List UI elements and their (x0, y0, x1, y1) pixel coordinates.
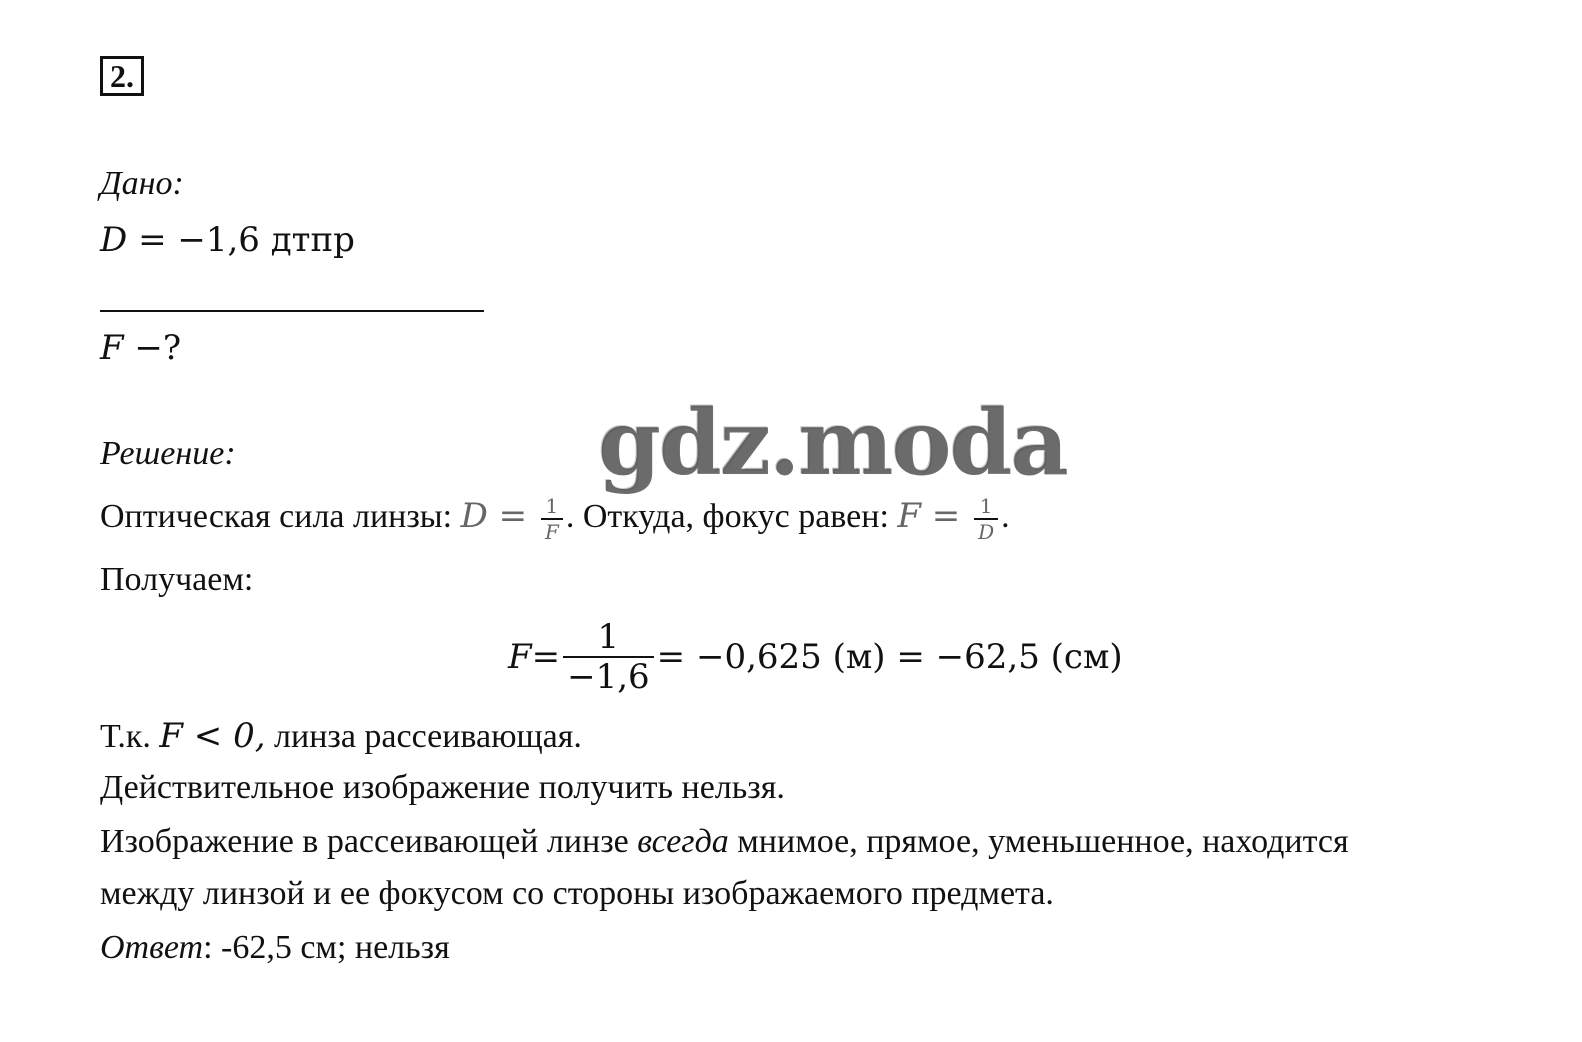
fraction-denominator: F (544, 520, 559, 545)
image-text-always: всегда (637, 823, 729, 860)
formula-result: = −0,625 (м) = −62,5 (см) (656, 637, 1123, 677)
formula-denominator: −1,6 (567, 657, 650, 697)
focus-lhs: F (897, 496, 921, 536)
whence-text: . Откуда, фокус равен: (565, 498, 898, 535)
focus-end: . (1001, 498, 1010, 535)
since-line (100, 716, 582, 757)
formula-lhs: F (508, 637, 532, 677)
fraction-one-over-d (974, 494, 998, 545)
fraction-denominator: D (978, 520, 995, 545)
given-symbol: D (100, 220, 128, 260)
image-text-b: мнимое, прямое, уменьшенное, находится (728, 823, 1349, 860)
since-math: F < 0, (159, 716, 266, 756)
formula-numerator: 1 (597, 617, 620, 657)
answer-line (100, 928, 450, 968)
fraction-one-over-f (541, 494, 563, 545)
find-line (100, 328, 181, 369)
main-formula (508, 610, 1123, 704)
answer-label: Ответ (100, 929, 204, 966)
optical-power-eq: = (487, 496, 538, 536)
optical-power-lhs: D (460, 496, 488, 536)
fraction-numerator: 1 (545, 494, 559, 519)
problem-number: 2. (100, 56, 144, 96)
solution-label: Решение: (100, 435, 236, 472)
optical-power-text: Оптическая сила линзы: (100, 498, 461, 535)
watermark-logo: gdz.moda (598, 390, 1067, 496)
find-text: −? (123, 328, 182, 368)
since-text: линза рассеивающая. (265, 718, 582, 755)
image-text-a: Изображение в рассеивающей линзе (100, 823, 638, 860)
answer-text: : -62,5 см; нельзя (203, 929, 450, 966)
formula-fraction (563, 617, 654, 697)
given-label: Дано: (100, 165, 184, 202)
focus-eq: = (921, 496, 972, 536)
given-value (100, 220, 355, 261)
formula-eq: = (531, 637, 561, 677)
since-prefix: Т.к. (100, 718, 160, 755)
image-description-line-2: между линзой и ее фокусом со стороны изображаемого предмета. (100, 875, 1054, 912)
getting-line: Получаем: (100, 561, 254, 598)
image-description-line-1 (100, 822, 1349, 862)
find-symbol: F (100, 328, 124, 368)
given-expression: = −1,6 дтпр (127, 220, 355, 260)
real-image-line: Действительное изображение получить нельзя. (100, 769, 785, 806)
given-divider (100, 310, 484, 312)
fraction-numerator: 1 (979, 494, 993, 519)
